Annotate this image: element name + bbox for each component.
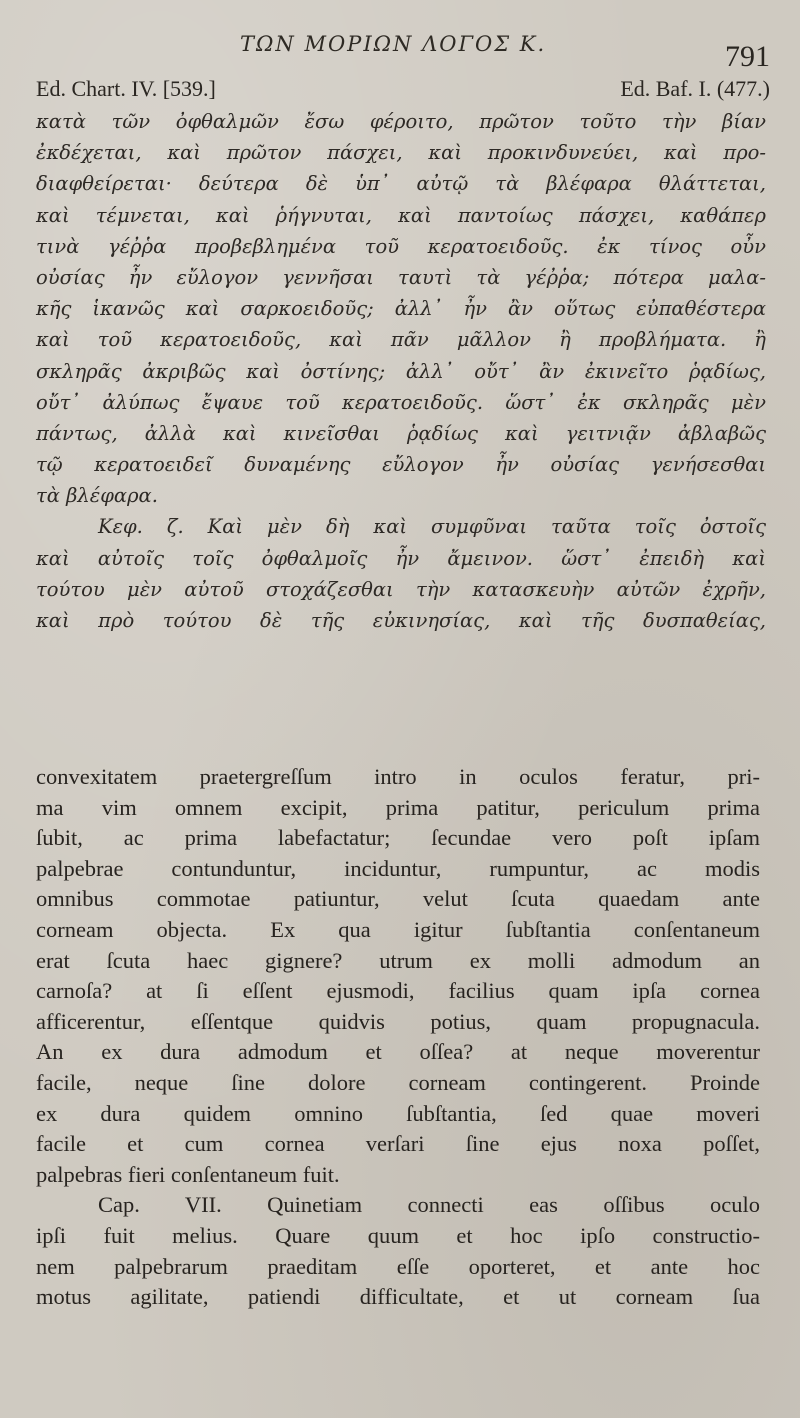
latin-chapter-heading-line: Cap. VII. Quinetiam connecti eas oſſibus oculo (98, 1192, 760, 1218)
edition-basel-reference: Ed. Baf. I. (477.) (620, 76, 770, 101)
latin-line: ipſi fuit melius. Quare quum et hoc ipſo constructio- (36, 1222, 760, 1248)
latin-line: motus agilitate, patiendi difficultate, et ut corneam ſua (36, 1284, 760, 1310)
greek-line: τούτου μὲν αὐτοῦ στοχάζεσθαι τὴν κατασκευὴν αὐτῶν ἐχρῆν, (36, 577, 766, 601)
latin-line: nem palpebrarum praeditam eſſe oporteret, et ante hoc (36, 1253, 760, 1279)
latin-line: palpebras fieri conſentaneum fuit. (36, 1161, 340, 1187)
edition-reference-line (36, 76, 770, 104)
latin-line: facile et cum cornea verſari ſine ejus noxa poſſet, (36, 1131, 760, 1157)
greek-line: κατὰ τῶν ὀφθαλμῶν ἔσω φέροιτο, πρῶτον τοῦτο τὴν βίαν (36, 110, 766, 133)
greek-line: τῷ κερατοειδεῖ δυναμένης εὔλογον ἦν οὐσίας γενήσεσθαι (36, 453, 766, 477)
latin-line: facile, neque ſine dolore corneam contingerent. Proinde (36, 1069, 760, 1095)
greek-text-block (36, 106, 766, 636)
latin-line: corneam objecta. Ex qua igitur ſubſtantia conſentaneum (36, 916, 760, 942)
latin-line: An ex dura admodum et oſſea? at neque moverentur (36, 1039, 760, 1065)
greek-line: οὐσίας ἦν εὔλογον γεννῆσαι ταυτὶ τὰ γέῤῥα; πότερα μαλα- (36, 265, 766, 289)
greek-line: πάντως, ἀλλὰ καὶ κινεῖσθαι ῥᾳδίως καὶ γειτνιᾷν ἀβλαβῶς (36, 421, 766, 445)
running-head (0, 26, 800, 73)
greek-chapter-heading-line: Κεφ. ζ. Καὶ μὲν δὴ καὶ συμφῦναι ταῦτα τοῖς ὀστοῖς (98, 515, 766, 539)
greek-line: κῆς ἱκανῶς καὶ σαρκοειδοῦς; ἀλλ᾽ ἦν ἂν οὕτως εὐπαθέστερα (36, 297, 766, 321)
running-title: ΤΩΝ ΜΟΡΙΩΝ ΛΟΓΟΣ Κ. (240, 32, 547, 56)
edition-chartier-reference: Ed. Chart. IV. [539.] (36, 76, 216, 101)
latin-line: convexitatem praetergreſſum intro in oculos feratur, pri- (36, 764, 760, 789)
greek-line: καὶ τέμνεται, καὶ ῥήγνυται, καὶ παντοίως πάσχει, καθάπερ (36, 203, 766, 227)
latin-line: palpebrae contunduntur, inciduntur, rumpuntur, ac modis (36, 855, 760, 881)
latin-text-block (36, 762, 760, 1313)
greek-line: σκληρᾶς ἀκριβῶς καὶ ὀστίνης; ἀλλ᾽ οὔτ᾽ ἂν ἐκινεῖτο ῥᾳδίως, (36, 359, 766, 383)
page-number: 791 (725, 40, 770, 73)
greek-line: οὔτ᾽ ἀλύπως ἔψαυε τοῦ κερατοειδοῦς. ὥστ᾽ ἐκ σκληρᾶς μὲν (36, 390, 766, 414)
latin-line: ſubit, ac prima labefactatur; ſecundae vero poſt ipſam (36, 825, 760, 851)
latin-line: erat ſcuta haec gignere? utrum ex molli admodum an (36, 947, 760, 973)
greek-line: τὰ βλέφαρα. (36, 484, 158, 508)
greek-line: καὶ αὐτοῖς τοῖς ὀφθαλμοῖς ἦν ἄμεινον. ὥστ᾽ ἐπειδὴ καὶ (36, 546, 766, 570)
latin-line: ex dura quidem omnino ſubſtantia, ſed quae moveri (36, 1100, 760, 1126)
greek-line: ἐκδέχεται, καὶ πρῶτον πάσχει, καὶ προκινδυνεύει, καὶ προ- (36, 141, 766, 165)
greek-line: καὶ πρὸ τούτου δὲ τῆς εὐκινησίας, καὶ τῆς δυσπαθείας, (36, 609, 766, 632)
greek-line: τινὰ γέῤῥα προβεβλημένα τοῦ κερατοειδοῦς. ἐκ τίνος οὖν (36, 234, 766, 258)
latin-line: ma vim omnem excipit, prima patitur, periculum prima (36, 794, 760, 820)
greek-line: διαφθείρεται· δεύτερα δὲ ὑπ᾽ αὐτῷ τὰ βλέφαρα θλάττεται, (36, 172, 766, 196)
latin-line: carnoſa? at ſi eſſent ejusmodi, facilius quam ipſa cornea (36, 978, 760, 1004)
latin-line: afficerentur, eſſentque quidvis potius, quam propugnacula. (36, 1008, 760, 1034)
latin-line: omnibus commotae patiuntur, velut ſcuta quaedam ante (36, 886, 760, 912)
greek-line: καὶ τοῦ κερατοειδοῦς, καὶ πᾶν μᾶλλον ἢ προβλήματα. ἢ (36, 328, 766, 352)
